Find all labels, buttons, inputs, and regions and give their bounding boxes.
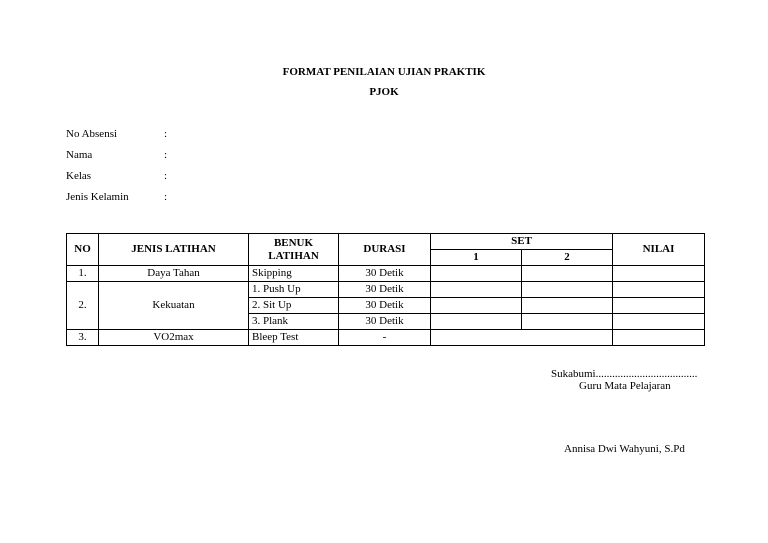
header-benuk-latihan: BENUK LATIHAN xyxy=(249,234,339,266)
signature-name: Annisa Dwi Wahyuni, S.Pd xyxy=(564,443,685,455)
cell-nilai xyxy=(613,314,705,330)
identity-row-jenis-kelamin xyxy=(66,191,167,203)
header-set: SET xyxy=(431,234,613,250)
cell-benuk: 1. Push Up xyxy=(249,282,339,298)
cell-nilai xyxy=(613,282,705,298)
cell-benuk: Bleep Test xyxy=(249,330,339,346)
cell-jenis: Kekuatan xyxy=(99,282,249,330)
cell-set-1 xyxy=(431,282,522,298)
cell-no: 3. xyxy=(67,330,99,346)
assessment-table xyxy=(66,233,705,346)
identity-row-nama xyxy=(66,149,167,161)
identity-label: Jenis Kelamin xyxy=(66,191,129,203)
signature-place: Sukabumi..................................... xyxy=(551,368,698,380)
header-jenis-latihan: JENIS LATIHAN xyxy=(99,234,249,266)
cell-set-2 xyxy=(522,282,613,298)
identity-label: Kelas xyxy=(66,170,92,182)
signature-role: Guru Mata Pelajaran xyxy=(579,380,671,392)
cell-no: 2. xyxy=(67,282,99,330)
cell-nilai xyxy=(613,330,705,346)
cell-durasi: 30 Detik xyxy=(339,314,431,330)
cell-set-1 xyxy=(431,266,522,282)
cell-nilai xyxy=(613,266,705,282)
identity-label: No Absensi xyxy=(66,128,118,140)
table-row xyxy=(67,282,705,298)
cell-set-1 xyxy=(431,298,522,314)
header-nilai: NILAI xyxy=(613,234,705,266)
cell-durasi: 30 Detik xyxy=(339,266,431,282)
cell-durasi: 30 Detik xyxy=(339,298,431,314)
header-durasi: DURASI xyxy=(339,234,431,266)
document-title: FORMAT PENILAIAN UJIAN PRAKTIK xyxy=(282,66,486,78)
cell-durasi: 30 Detik xyxy=(339,282,431,298)
cell-set-2 xyxy=(522,298,613,314)
cell-durasi: - xyxy=(339,330,431,346)
cell-benuk: 2. Sit Up xyxy=(249,298,339,314)
cell-no: 1. xyxy=(67,266,99,282)
table-row xyxy=(67,330,705,346)
identity-row-no-absensi xyxy=(66,128,167,140)
cell-set-2 xyxy=(522,266,613,282)
document-subtitle: PJOK xyxy=(369,86,399,98)
table-header-row xyxy=(67,234,705,250)
header-set-2: 2 xyxy=(522,250,613,266)
cell-benuk: 3. Plank xyxy=(249,314,339,330)
header-no: NO xyxy=(67,234,99,266)
identity-label: Nama xyxy=(66,149,93,161)
identity-row-kelas xyxy=(66,170,167,182)
cell-jenis: VO2max xyxy=(99,330,249,346)
identity-separator: : xyxy=(164,149,168,161)
cell-nilai xyxy=(613,298,705,314)
identity-separator: : xyxy=(164,170,168,182)
cell-set-1 xyxy=(431,314,522,330)
cell-jenis: Daya Tahan xyxy=(99,266,249,282)
identity-separator: : xyxy=(164,128,168,140)
identity-separator: : xyxy=(164,191,168,203)
header-set-1: 1 xyxy=(431,250,522,266)
table-row xyxy=(67,266,705,282)
cell-set-2 xyxy=(522,314,613,330)
cell-benuk: Skipping xyxy=(249,266,339,282)
cell-set-merged xyxy=(431,330,613,346)
